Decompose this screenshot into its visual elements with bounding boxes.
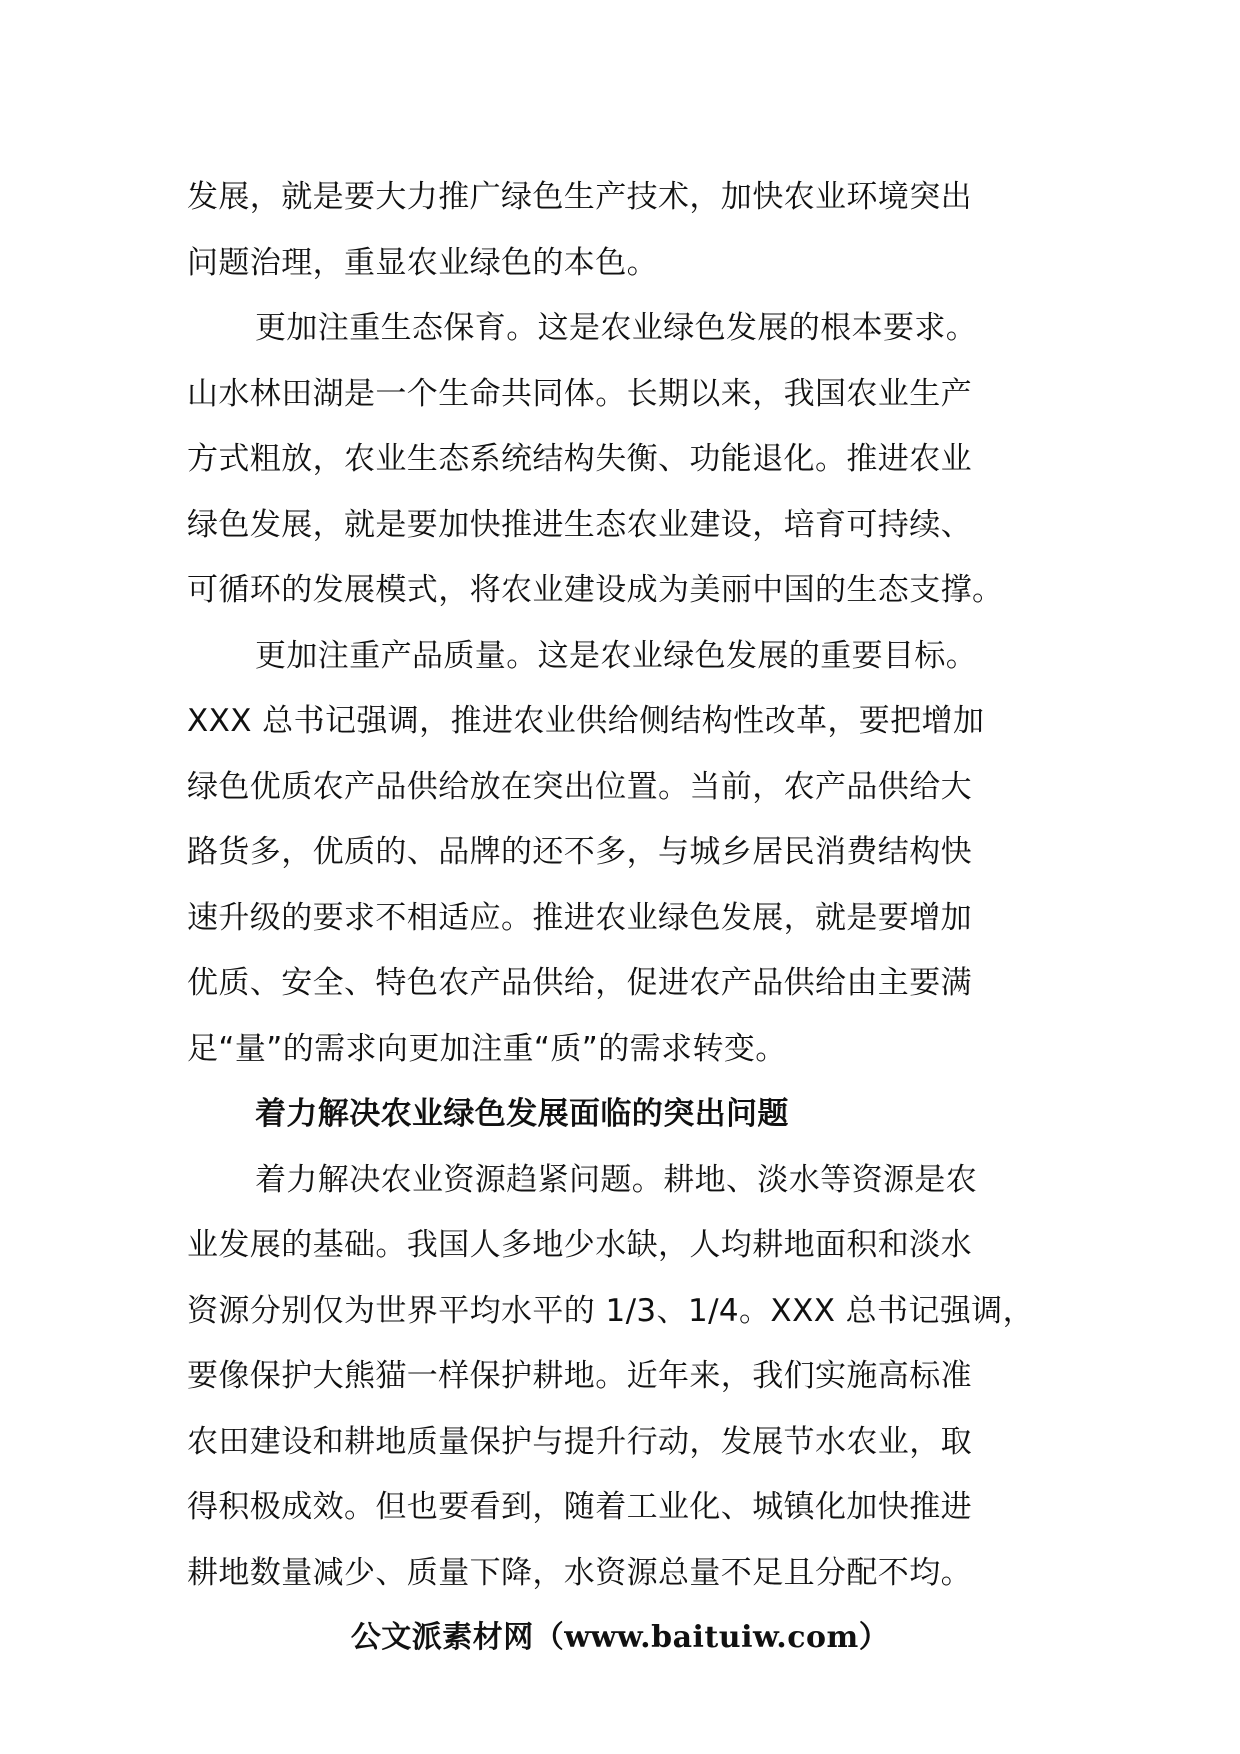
text-line-14: 足“量”的需求向更加注重“质”的需求转变。: [187, 1030, 787, 1067]
text-line-7: 可循环的发展模式，将农业建设成为美丽中国的生态支撑。: [187, 572, 1004, 608]
text-line-5: 方式粗放，农业生态系统结构失衡、功能退化。推进农业: [187, 441, 972, 477]
text-line-19: 要像保护大熊猫一样保护耕地。近年来，我们实施高标准: [187, 1358, 972, 1394]
text-line-1: 发展，就是要大力推广绿色生产技术，加快农业环境突出: [187, 179, 972, 215]
text-line-9: XXX 总书记强调，推进农业供给侧结构性改革，要把增加: [187, 703, 985, 739]
text-line-17: 业发展的基础。我国人多地少水缺，人均耕地面积和淡水: [187, 1227, 972, 1263]
section-heading: 着力解决农业绿色发展面临的突出问题: [255, 1096, 789, 1132]
text-line-2: 问题治理，重显农业绿色的本色。: [187, 244, 658, 281]
text-line-18: 资源分别仅为世界平均水平的 1/3、1/4。XXX 总书记强调，: [187, 1292, 1034, 1329]
body-text: [187, 165, 1067, 1606]
text-line-6: 绿色发展，就是要加快推进生态农业建设，培育可持续、: [187, 506, 972, 543]
page-footer-source: 公文派素材网（www.baituiw.com）: [350, 1620, 890, 1655]
text-line-11: 路货多，优质的、品牌的还不多，与城乡居民消费结构快: [187, 834, 972, 870]
paragraph-lead-quality: 更加注重产品质量。这是农业绿色发展的重要目标。: [255, 637, 978, 674]
text-line-20: 农田建设和耕地质量保护与提升行动，发展节水农业，取: [187, 1423, 972, 1460]
text-line-10: 绿色优质农产品供给放在突出位置。当前，农产品供给大: [187, 768, 972, 805]
text-line-12: 速升级的要求不相适应。推进农业绿色发展，就是要增加: [187, 899, 972, 936]
text-line-13: 优质、安全、特色农产品供给，促进农产品供给由主要满: [187, 965, 972, 1001]
text-line-22: 耕地数量减少、质量下降，水资源总量不足且分配不均。: [187, 1554, 972, 1591]
paragraph-lead-ecology: 更加注重生态保育。这是农业绿色发展的根本要求。: [255, 310, 978, 346]
text-line-4: 山水林田湖是一个生命共同体。长期以来，我国农业生产: [187, 375, 972, 412]
paragraph-lead-resources: 着力解决农业资源趋紧问题。耕地、淡水等资源是农: [255, 1161, 978, 1198]
text-line-21: 得积极成效。但也要看到，随着工业化、城镇化加快推进: [187, 1489, 972, 1525]
